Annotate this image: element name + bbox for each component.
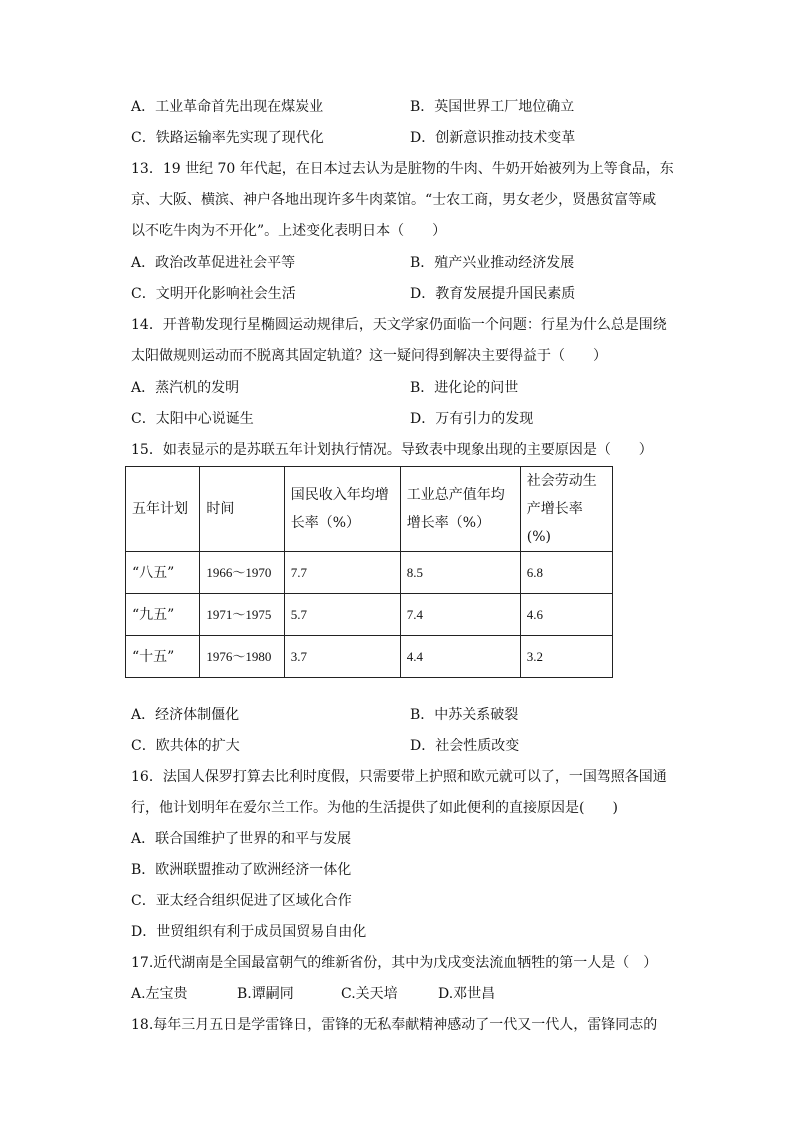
- header-national-income: 国民收入年均增 长率（%）: [284, 467, 400, 552]
- cell-national-income: 7.7: [284, 552, 400, 594]
- header-labor-productivity: 社会劳动生 产增长率(%): [520, 467, 612, 552]
- q14-option-a: A．蒸汽机的发明: [131, 380, 240, 396]
- cell-plan: “八五”: [126, 552, 200, 594]
- q13-option-d: D．教育发展提升国民素质: [410, 286, 576, 302]
- q13-option-c: C．文明开化影响社会生活: [131, 286, 296, 302]
- table-row: [126, 594, 613, 636]
- cell-industrial-output: 7.4: [400, 594, 520, 636]
- q12-option-a: A．工业革命首先出现在煤炭业: [131, 99, 324, 115]
- q13-option-b: B．殖产兴业推动经济发展: [410, 255, 575, 271]
- q13-option-a: A．政治改革促进社会平等: [131, 255, 296, 271]
- q14-stem-line2: 太阳做规则运动而不脱离其固定轨道？这一疑问得到解决主要得益于（ ）: [131, 348, 607, 364]
- q13-stem-line2: 京、大阪、横滨、神户各地出现许多牛肉菜馆。“士农工商，男女老少，贤愚贫富等咸: [131, 192, 657, 208]
- cell-industrial-output: 4.4: [400, 636, 520, 678]
- q15-option-a: A．经济体制僵化: [131, 707, 240, 723]
- cell-plan: “十五”: [126, 636, 200, 678]
- cell-labor-productivity: 6.8: [520, 552, 612, 594]
- q15-option-b: B．中苏关系破裂: [410, 707, 519, 723]
- q15-option-d: D．社会性质改变: [410, 738, 520, 754]
- cell-national-income: 5.7: [284, 594, 400, 636]
- q16-option-b: B．欧洲联盟推动了欧洲经济一体化: [131, 862, 352, 878]
- q13-stem-line3: 以不吃牛肉为不开化”。上述变化表明日本（ ）: [131, 223, 447, 239]
- q13-stem-line1: 13．19 世纪 70 年代起，在日本过去认为是脏物的牛肉、牛奶开始被列为上等食品，东: [131, 161, 674, 177]
- q16-stem-line1: 16．法国人保罗打算去比利时度假，只需要带上护照和欧元就可以了，一国驾照各国通: [131, 769, 667, 785]
- header-period: 时间: [200, 467, 284, 552]
- cell-labor-productivity: 3.2: [520, 636, 612, 678]
- q16-stem-line2: 行，他计划明年在爱尔兰工作。为他的生活提供了如此便利的直接原因是( ): [131, 800, 618, 816]
- cell-period: 1976～1980: [200, 636, 284, 678]
- table-row: [126, 636, 613, 678]
- q12-option-c: C．铁路运输率先实现了现代化: [131, 130, 324, 146]
- cell-period: 1966～1970: [200, 552, 284, 594]
- q16-option-a: A．联合国维护了世界的和平与发展: [131, 831, 352, 847]
- soviet-five-year-plan-table: [125, 466, 613, 678]
- q16-option-d: D．世贸组织有利于成员国贸易自由化: [131, 924, 367, 940]
- cell-labor-productivity: 4.6: [520, 594, 612, 636]
- header-plan: 五年计划: [126, 467, 200, 552]
- cell-period: 1971～1975: [200, 594, 284, 636]
- q14-stem-line1: 14．开普勒发现行星椭圆运动规律后，天文学家仍面临一个问题：行星为什么总是围绕: [131, 317, 667, 333]
- table-header-row: [126, 467, 613, 552]
- q15-stem: 15．如表显示的是苏联五年计划执行情况。导致表中现象出现的主要原因是（ ）: [131, 442, 653, 458]
- q15-option-c: C．欧共体的扩大: [131, 738, 240, 754]
- q14-option-d: D．万有引力的发现: [410, 411, 534, 427]
- q17-stem: 17.近代湖南是全国最富朝气的维新省份，其中为戊戌变法流血牺牲的第一人是（ ）: [131, 955, 658, 971]
- q17-option-c: C.关天培: [341, 986, 398, 1002]
- q17-option-a: A.左宝贵: [131, 986, 188, 1002]
- table-row: [126, 552, 613, 594]
- header-industrial-output: 工业总产值年均 增长率（%）: [400, 467, 520, 552]
- cell-industrial-output: 8.5: [400, 552, 520, 594]
- q18-stem-line1: 18.每年三月五日是学雷锋日，雷锋的无私奉献精神感动了一代又一代人，雷锋同志的: [131, 1017, 658, 1033]
- q12-option-b: B．英国世界工厂地位确立: [410, 99, 575, 115]
- q16-option-c: C．亚太经合组织促进了区域化合作: [131, 893, 352, 909]
- q17-option-d: D.邓世昌: [438, 986, 496, 1002]
- q12-option-d: D．创新意识推动技术变革: [410, 130, 576, 146]
- q14-option-c: C．太阳中心说诞生: [131, 411, 254, 427]
- cell-plan: “九五”: [126, 594, 200, 636]
- q17-option-b: B.谭嗣同: [237, 986, 294, 1002]
- cell-national-income: 3.7: [284, 636, 400, 678]
- q14-option-b: B．进化论的问世: [410, 380, 519, 396]
